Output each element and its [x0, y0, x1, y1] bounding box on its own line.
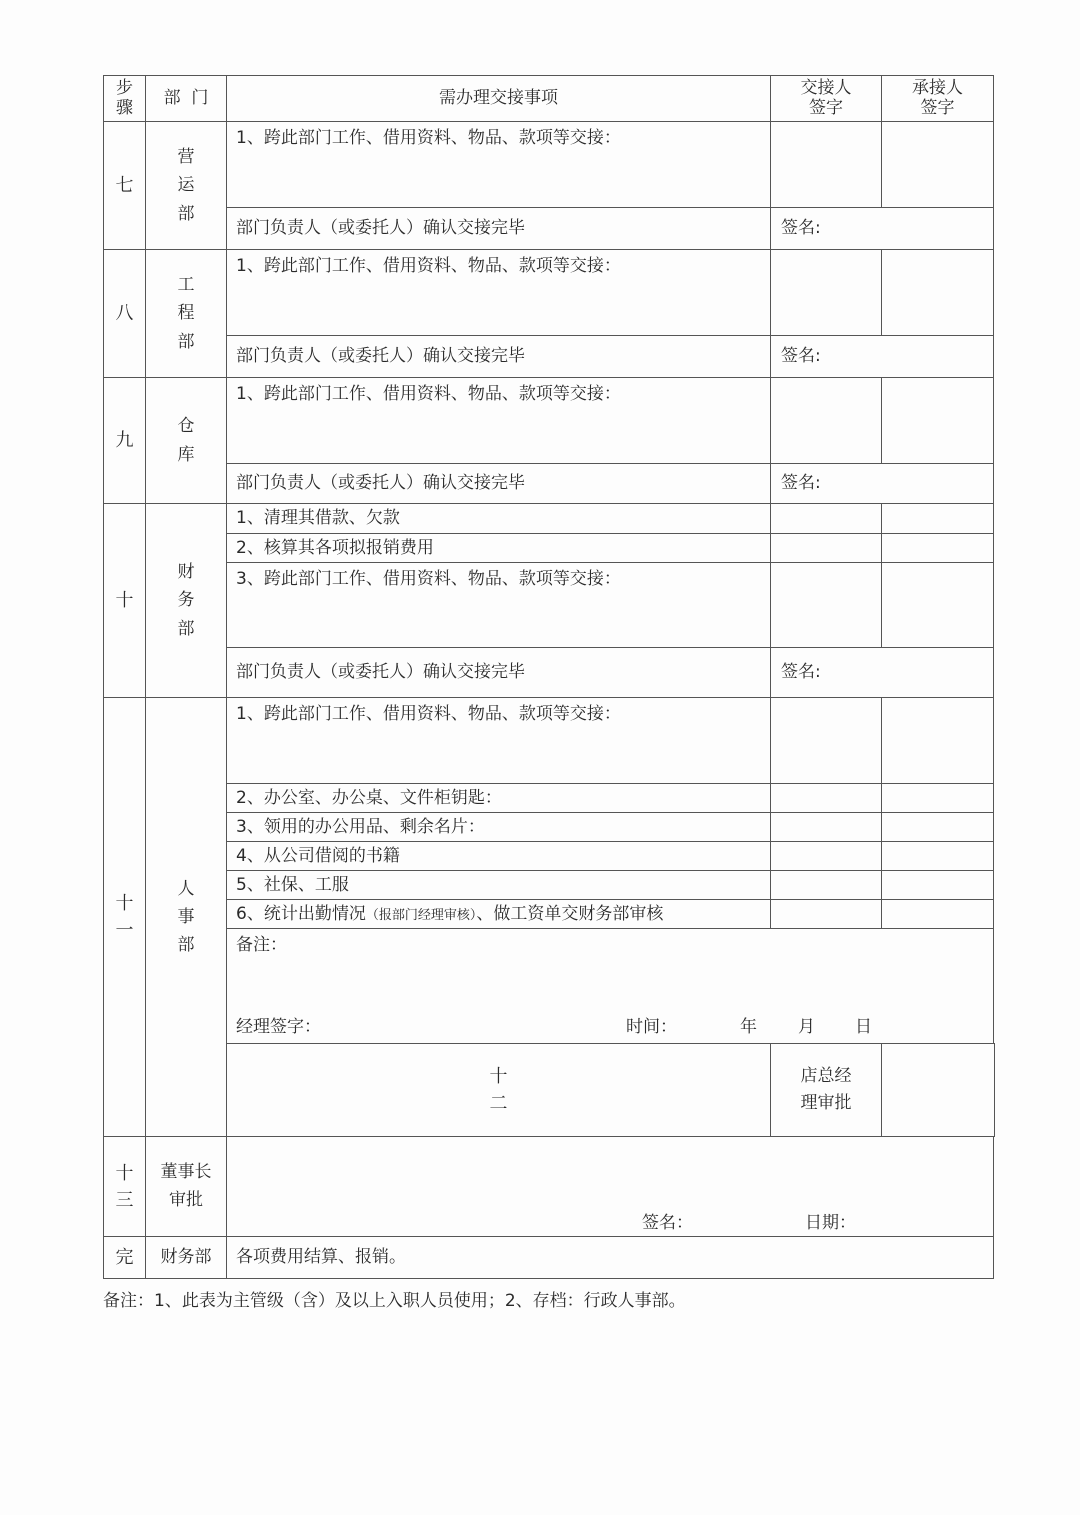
- section-8-row-2: [104, 336, 995, 378]
- handover-sign-field[interactable]: [771, 563, 882, 648]
- receiver-sign-field[interactable]: [882, 842, 994, 871]
- step-cell: 十 二: [227, 1044, 771, 1137]
- receiver-sign-field[interactable]: [882, 504, 994, 534]
- section-11-row-1: [104, 698, 995, 784]
- sign-field[interactable]: 签名:: [771, 336, 994, 378]
- section-11-row-2: [104, 784, 995, 813]
- step-cell: 八: [104, 250, 146, 378]
- handover-sign-field[interactable]: [771, 504, 882, 534]
- section-11-row-5: [104, 871, 995, 900]
- handover-table: [103, 75, 995, 1279]
- section-10-row-4: [104, 648, 995, 698]
- section-9-row-2: [104, 464, 995, 504]
- receiver-sign-field[interactable]: [882, 563, 994, 648]
- handover-sign-field[interactable]: [771, 871, 882, 900]
- section-10-row-1: [104, 504, 995, 534]
- table-header-row: [104, 76, 995, 122]
- handover-sign-field[interactable]: [771, 842, 882, 871]
- section-8-row-1: [104, 250, 995, 336]
- receiver-sign-field[interactable]: [882, 378, 994, 464]
- item-cell: 2、办公室、办公桌、文件柜钥匙：: [227, 784, 771, 813]
- item-cell: 各项费用结算、报销。: [227, 1237, 994, 1279]
- section-10-row-2: [104, 534, 995, 563]
- header-items: 需办理交接事项: [227, 76, 771, 122]
- sign-label: 签名：: [642, 1213, 693, 1233]
- item-cell: 5、社保、工服: [227, 871, 771, 900]
- section-9-row-1: [104, 378, 995, 464]
- item-cell: 3、跨此部门工作、借用资料、物品、款项等交接：: [227, 563, 771, 648]
- receiver-sign-field[interactable]: [882, 698, 994, 784]
- section-11-remark-row: [104, 929, 995, 1044]
- item-cell: 2、核算其各项拟报销费用: [227, 534, 771, 563]
- handover-sign-field[interactable]: [771, 534, 882, 563]
- gm-approval-field[interactable]: [882, 1044, 995, 1137]
- section-10-row-3: [104, 563, 995, 648]
- handover-sign-field[interactable]: [771, 250, 882, 336]
- dept-cell: 财 务 部: [146, 504, 227, 698]
- year-label: 年: [740, 1017, 757, 1037]
- footnote: 备注：1、此表为主管级（含）及以上入职人员使用；2、存档：行政人事部。: [103, 1291, 686, 1311]
- header-handover-sign: 交接人 签字: [771, 76, 882, 122]
- handover-sign-field[interactable]: [771, 900, 882, 929]
- item-cell: 1、清理其借款、欠款: [227, 504, 771, 534]
- dept-cell: 董事长 审批: [146, 1137, 227, 1237]
- sign-field[interactable]: 签名:: [771, 464, 994, 504]
- handover-sign-field[interactable]: [771, 378, 882, 464]
- day-label: 日: [855, 1017, 872, 1037]
- item-cell: 1、跨此部门工作、借用资料、物品、款项等交接：: [227, 378, 771, 464]
- step-cell: 七: [104, 122, 146, 250]
- step-cell: 十 一: [104, 698, 146, 1137]
- dept-cell: 工 程 部: [146, 250, 227, 378]
- item-cell: 1、跨此部门工作、借用资料、物品、款项等交接：: [227, 250, 771, 336]
- sign-field[interactable]: 签名:: [771, 208, 994, 250]
- section-12-row: [104, 1044, 995, 1137]
- handover-sign-field[interactable]: [771, 698, 882, 784]
- item-cell: 1、跨此部门工作、借用资料、物品、款项等交接：: [227, 698, 771, 784]
- manager-sign-label: 经理签字：: [236, 1017, 321, 1037]
- dept-cell: 财务部: [146, 1237, 227, 1279]
- step-cell: 十: [104, 504, 146, 698]
- dept-cell: 店总经 理审批: [771, 1044, 882, 1137]
- section-13-row: [104, 1137, 995, 1237]
- handover-sign-field[interactable]: [771, 122, 882, 208]
- section-11-row-4: [104, 842, 995, 871]
- item-cell: 1、跨此部门工作、借用资料、物品、款项等交接：: [227, 122, 771, 208]
- confirm-cell: 部门负责人（或委托人）确认交接完毕: [227, 648, 771, 698]
- date-label: 日期：: [805, 1213, 856, 1233]
- receiver-sign-field[interactable]: [882, 122, 994, 208]
- step-cell: 十 三: [104, 1137, 146, 1237]
- receiver-sign-field[interactable]: [882, 250, 994, 336]
- header-dept: 部 门: [146, 76, 227, 122]
- receiver-sign-field[interactable]: [882, 813, 994, 842]
- remark-cell[interactable]: [227, 929, 994, 1044]
- sign-field[interactable]: 签名:: [771, 648, 994, 698]
- section-7-row-2: [104, 208, 995, 250]
- time-label: 时间：: [626, 1017, 677, 1037]
- step-cell: 完: [104, 1237, 146, 1279]
- item-cell: 4、从公司借阅的书籍: [227, 842, 771, 871]
- section-11-row-3: [104, 813, 995, 842]
- dept-cell: 营 运 部: [146, 122, 227, 250]
- confirm-cell: 部门负责人（或委托人）确认交接完毕: [227, 464, 771, 504]
- confirm-cell: 部门负责人（或委托人）确认交接完毕: [227, 336, 771, 378]
- month-label: 月: [798, 1017, 815, 1037]
- chairman-approval-field[interactable]: [227, 1137, 994, 1237]
- item-cell: 6、统计出勤情况（报部门经理审核）、做工资单交财务部审核: [227, 900, 771, 929]
- done-row: [104, 1237, 995, 1279]
- step-cell: 九: [104, 378, 146, 504]
- section-11-row-6: [104, 900, 995, 929]
- header-step: 步 骤: [104, 76, 146, 122]
- item-cell: 3、领用的办公用品、剩余名片：: [227, 813, 771, 842]
- receiver-sign-field[interactable]: [882, 871, 994, 900]
- dept-cell: 人 事 部: [146, 698, 227, 1137]
- receiver-sign-field[interactable]: [882, 534, 994, 563]
- section-7-row-1: [104, 122, 995, 208]
- confirm-cell: 部门负责人（或委托人）确认交接完毕: [227, 208, 771, 250]
- receiver-sign-field[interactable]: [882, 784, 994, 813]
- handover-sign-field[interactable]: [771, 784, 882, 813]
- dept-cell: 仓 库: [146, 378, 227, 504]
- receiver-sign-field[interactable]: [882, 900, 994, 929]
- remark-label: 备注：: [236, 935, 287, 955]
- handover-sign-field[interactable]: [771, 813, 882, 842]
- header-receiver-sign: 承接人 签字: [882, 76, 994, 122]
